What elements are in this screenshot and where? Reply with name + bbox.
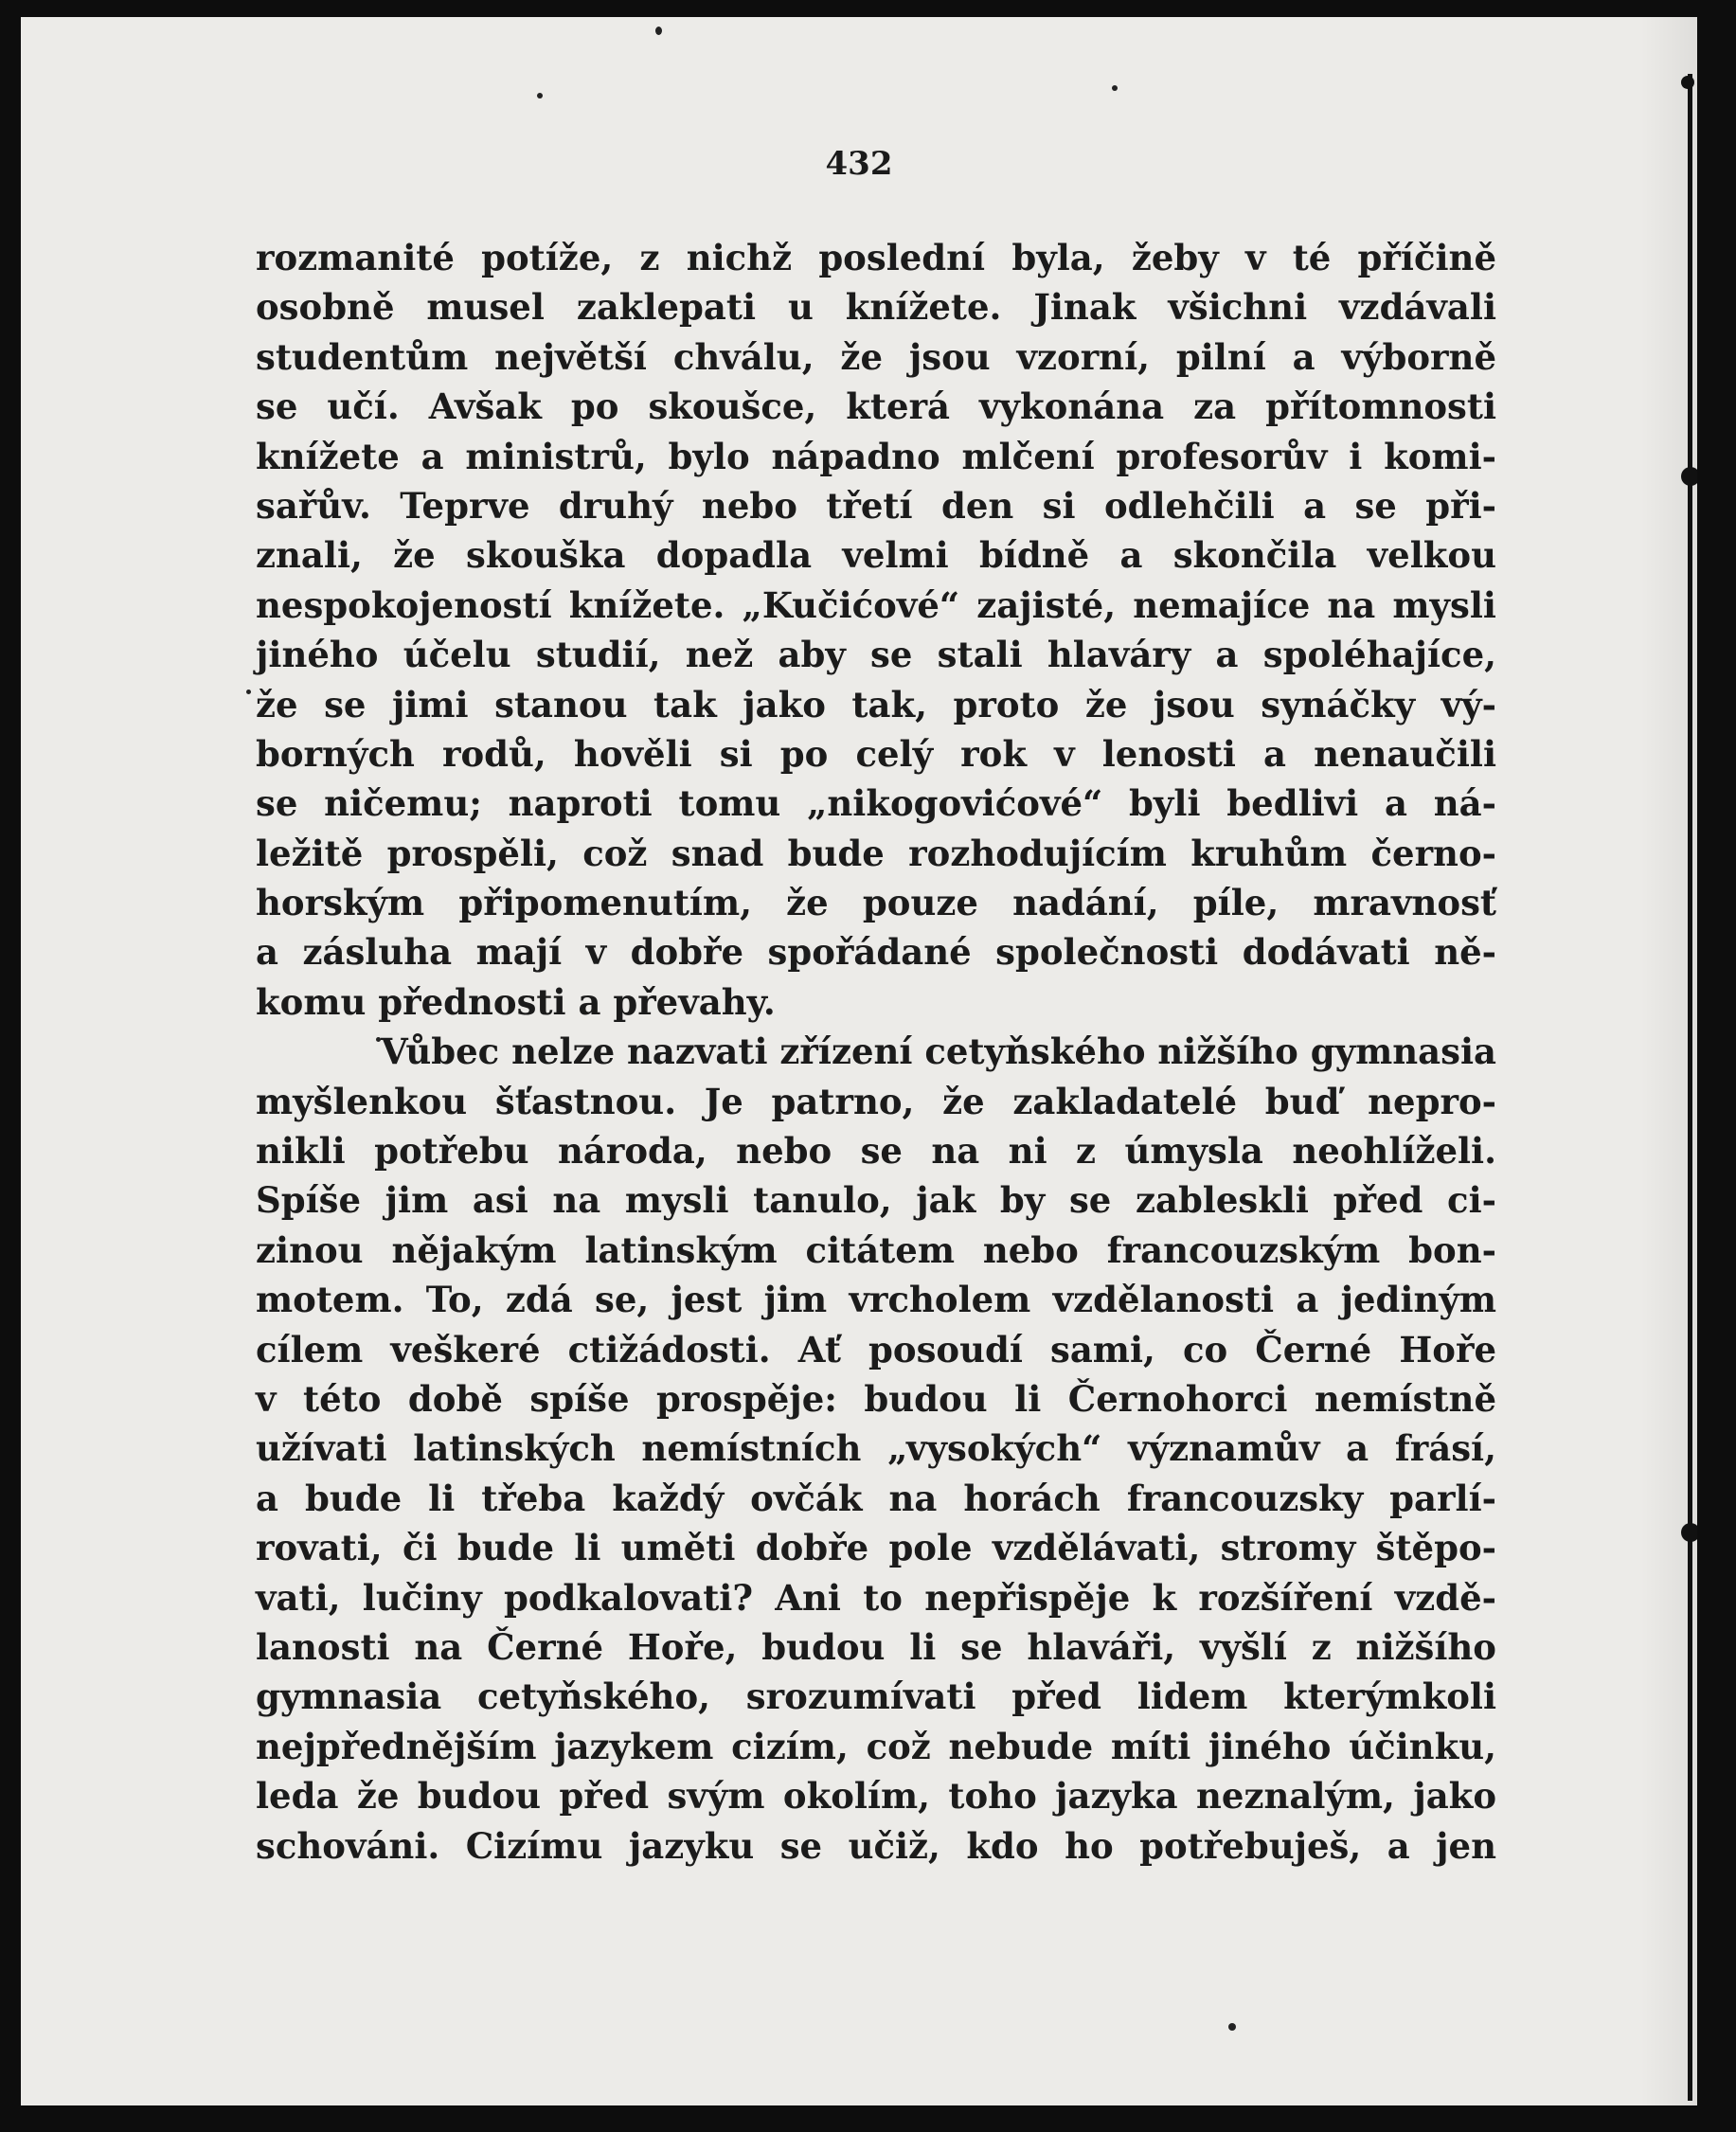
book-page [21,17,1697,2105]
text-line: a bude li třeba každý ovčák na horách francouzsky parlí- [256,1477,1496,1519]
text-line: a zásluha mají v dobře spořádané společnosti dodávati ně- [256,931,1496,974]
text-line: zinou nějakým latinským citátem nebo francouzským bon- [256,1228,1496,1271]
text-line: Spíše jim asi na mysli tanulo, jak by se zableskli před ci- [256,1179,1496,1222]
text-line: ležitě prospěli, což snad bude rozhodujícím kruhům černo- [256,832,1496,874]
text-line: se učí. Avšak po skoušce, která vykonána za přítomnosti [256,385,1496,428]
page-number: 432 [825,145,893,183]
print-speck [246,690,251,694]
text-line: osobně musel zaklepati u knížete. Jinak všichni vzdávali [256,286,1496,329]
text-line: v této době spíše prospěje: budou li Černohorci nemístně [256,1377,1496,1420]
text-line: nikli potřebu národa, nebo se na ni z úmysla neohlíželi. [256,1130,1496,1173]
text-line: rozmanité potíže, z nichž poslední byla, žeby v té příčině [256,237,1496,278]
binding-mark [1681,76,1694,89]
text-line: horským připomenutím, že pouze nadání, píle, mravnosť [256,882,1496,924]
text-line: gymnasia cetyňského, srozumívati před lidem kterýmkoli [256,1675,1496,1718]
text-line: jiného účelu studií, než aby se stali hlaváry a spoléhajíce, [256,634,1496,676]
text-line: vati, lučiny podkalovati? Ani to nepřispěje k rozšíření vzdě- [256,1576,1496,1619]
binding-mark [1681,467,1697,486]
text-line: studentům největší chválu, že jsou vzorní, pilní a výborně [256,335,1496,378]
text-line: motem. To, zdá se, jest jim vrcholem vzdělanosti a jediným [256,1279,1496,1321]
text-line: myšlenkou šťastnou. Je patrno, že zakladatelé buď nepro- [256,1080,1496,1122]
text-line: lanosti na Černé Hoře, budou li se hlaváři, vyšlí z nižšího [256,1625,1496,1668]
print-speck [1112,85,1118,91]
text-line: že se jimi stanou tak jako tak, proto že jsou synáčky vý- [256,683,1496,726]
text-line: Vůbec nelze nazvati zřízení cetyňského nižšího gymnasia [381,1030,1496,1073]
print-speck [1228,2023,1236,2031]
text-line: nespokojeností knížete. „Kučićové“ zajisté, nemajíce na mysli [256,583,1496,626]
text-line: schováni. Cizímu jazyku se učiž, kdo ho potřebuješ, a jen [256,1824,1496,1867]
text-line: knížete a ministrů, bylo nápadno mlčení profesorův i komi- [256,435,1496,477]
text-line: rovati, či bude li uměti dobře pole vzdělávati, stromy štěpo- [256,1527,1496,1569]
text-line: znali, že skouška dopadla velmi bídně a skončila velkou [256,534,1496,577]
text-line: leda že budou před svým okolím, toho jazyka neznalým, jako [256,1775,1496,1818]
body-text [256,233,1496,1871]
binding-mark [1681,1523,1697,1542]
print-speck [537,93,543,99]
text-line: užívati latinských nemístních „vysokých“ významův a frásí, [256,1427,1496,1470]
text-line: sařův. Teprve druhý nebo třetí den si odlehčili a se při- [256,484,1496,527]
text-line: komu přednosti a převahy. [256,980,776,1023]
text-line: cílem veškeré ctižádosti. Ať posoudí sami, co Černé Hoře [256,1328,1496,1371]
binding-edge [1688,74,1692,2101]
text-line: borných rodů, hověli si po celý rok v lenosti a nenaučili [256,732,1496,775]
text-line: nejpřednějším jazykem cizím, což nebude míti jiného účinku, [256,1725,1496,1767]
print-speck [655,27,662,35]
text-line: se ničemu; naproti tomu „nikogovićové“ byli bedlivi a ná- [256,782,1496,825]
